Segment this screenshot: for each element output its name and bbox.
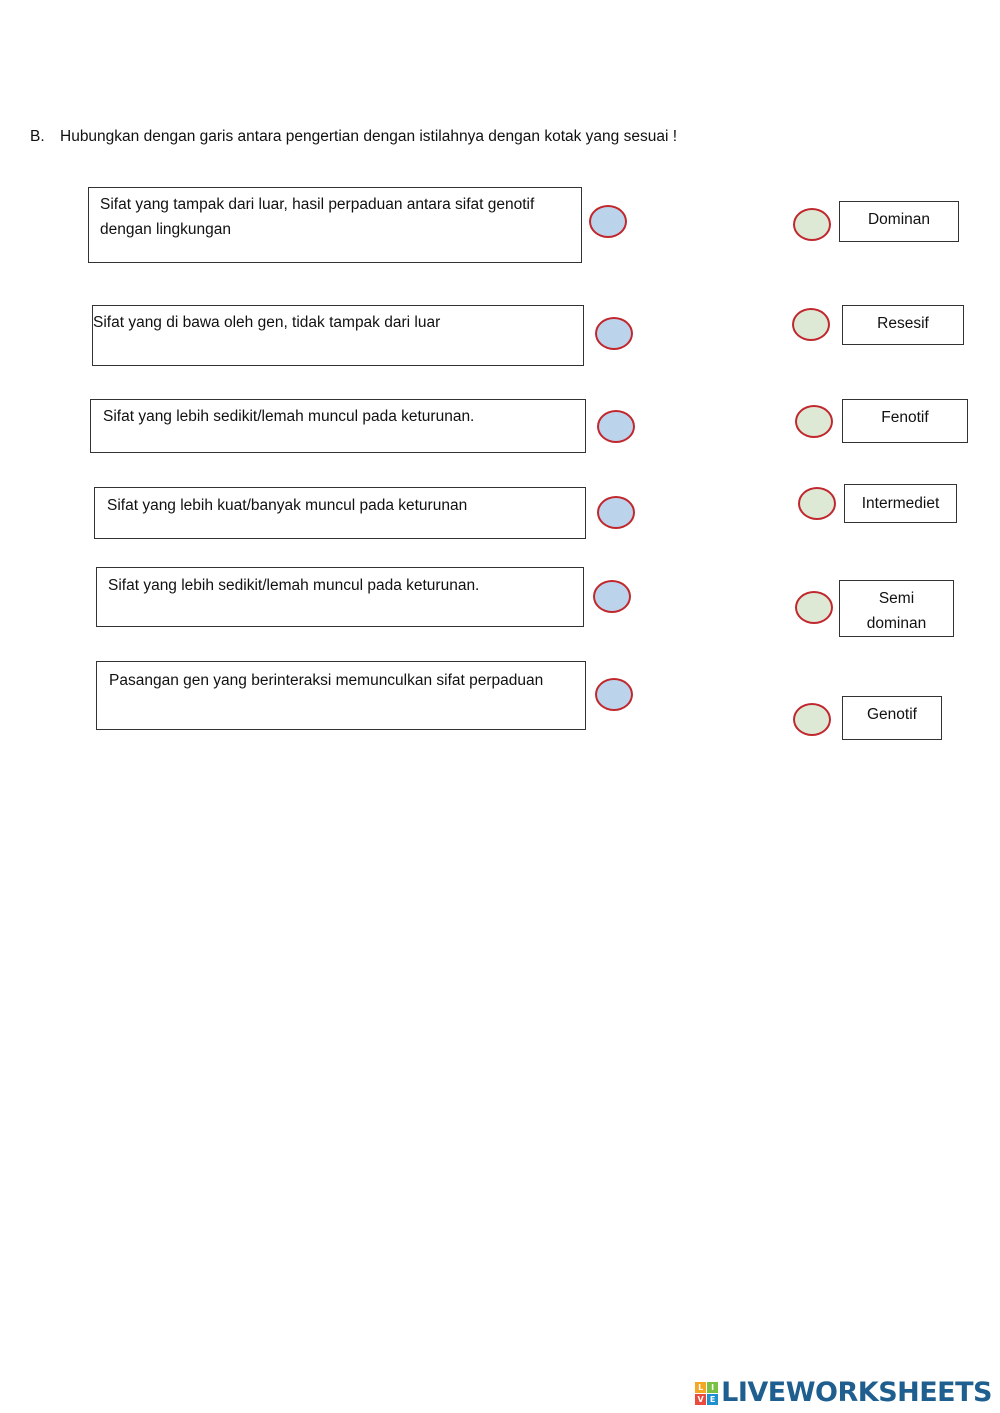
definition-3-connector[interactable] <box>597 410 635 443</box>
definition-6-line-1: Pasangan gen yang berinteraksi memunculkan sifat perpaduan <box>109 672 544 689</box>
definition-5-line-1: Sifat yang lebih sedikit/lemah muncul pada keturunan. <box>108 577 480 594</box>
brand-text: LIVEWORKSHEETS <box>721 1377 992 1408</box>
term-6-connector[interactable] <box>793 703 831 736</box>
definition-5-connector[interactable] <box>593 580 631 613</box>
definition-4-connector[interactable] <box>597 496 635 529</box>
term-1-label: Dominan <box>867 211 931 228</box>
definition-2-connector[interactable] <box>595 317 633 350</box>
definition-box-3 <box>90 399 586 453</box>
brand-logo-letter: L <box>695 1382 706 1393</box>
term-box-intermediet <box>844 484 957 523</box>
definition-1-line-1: Sifat yang tampak dari luar, hasil perpaduan antara sifat genotif <box>100 196 535 213</box>
term-6-label: Genotif <box>867 706 917 723</box>
definition-3-line-1: Sifat yang lebih sedikit/lemah muncul pada keturunan. <box>103 408 475 425</box>
term-box-resesif <box>842 305 964 345</box>
term-5-label-line-1: Semi <box>878 590 915 607</box>
instruction <box>30 128 677 146</box>
term-2-connector[interactable] <box>792 308 830 341</box>
brand-logo-letter: V <box>695 1394 706 1405</box>
instruction-text: Hubungkan dengan garis antara pengertian dengan istilahnya dengan kotak yang sesuai ! <box>60 128 678 145</box>
brand-logo-letter: I <box>707 1382 718 1393</box>
definition-6-connector[interactable] <box>595 678 633 711</box>
term-5-label-line-2: dominan <box>866 615 927 632</box>
term-4-label: Intermediet <box>861 495 940 512</box>
brand-logo-icon <box>695 1382 718 1405</box>
brand-logo-letter: E <box>707 1394 718 1405</box>
instruction-number: B. <box>30 128 45 145</box>
term-box-fenotif <box>842 399 968 443</box>
definition-box-6 <box>96 661 586 730</box>
definition-4-line-1: Sifat yang lebih kuat/banyak muncul pada keturunan <box>107 497 468 514</box>
definition-box-2 <box>92 305 584 366</box>
definition-box-4 <box>94 487 586 539</box>
liveworksheets-logo <box>695 1378 992 1408</box>
definition-1-line-2: dengan lingkungan <box>100 221 232 238</box>
definition-box-5 <box>96 567 584 627</box>
definition-1-connector[interactable] <box>589 205 627 238</box>
term-3-label: Fenotif <box>881 409 929 426</box>
term-5-connector[interactable] <box>795 591 833 624</box>
definition-box-1 <box>88 187 582 263</box>
term-4-connector[interactable] <box>798 487 836 520</box>
term-box-semi-dominan <box>839 580 954 637</box>
definition-2-line-1: Sifat yang di bawa oleh gen, tidak tampak dari luar <box>93 314 441 331</box>
term-2-label: Resesif <box>877 315 929 332</box>
term-3-connector[interactable] <box>795 405 833 438</box>
term-1-connector[interactable] <box>793 208 831 241</box>
term-box-genotif <box>842 696 942 740</box>
term-box-dominan <box>839 201 959 242</box>
